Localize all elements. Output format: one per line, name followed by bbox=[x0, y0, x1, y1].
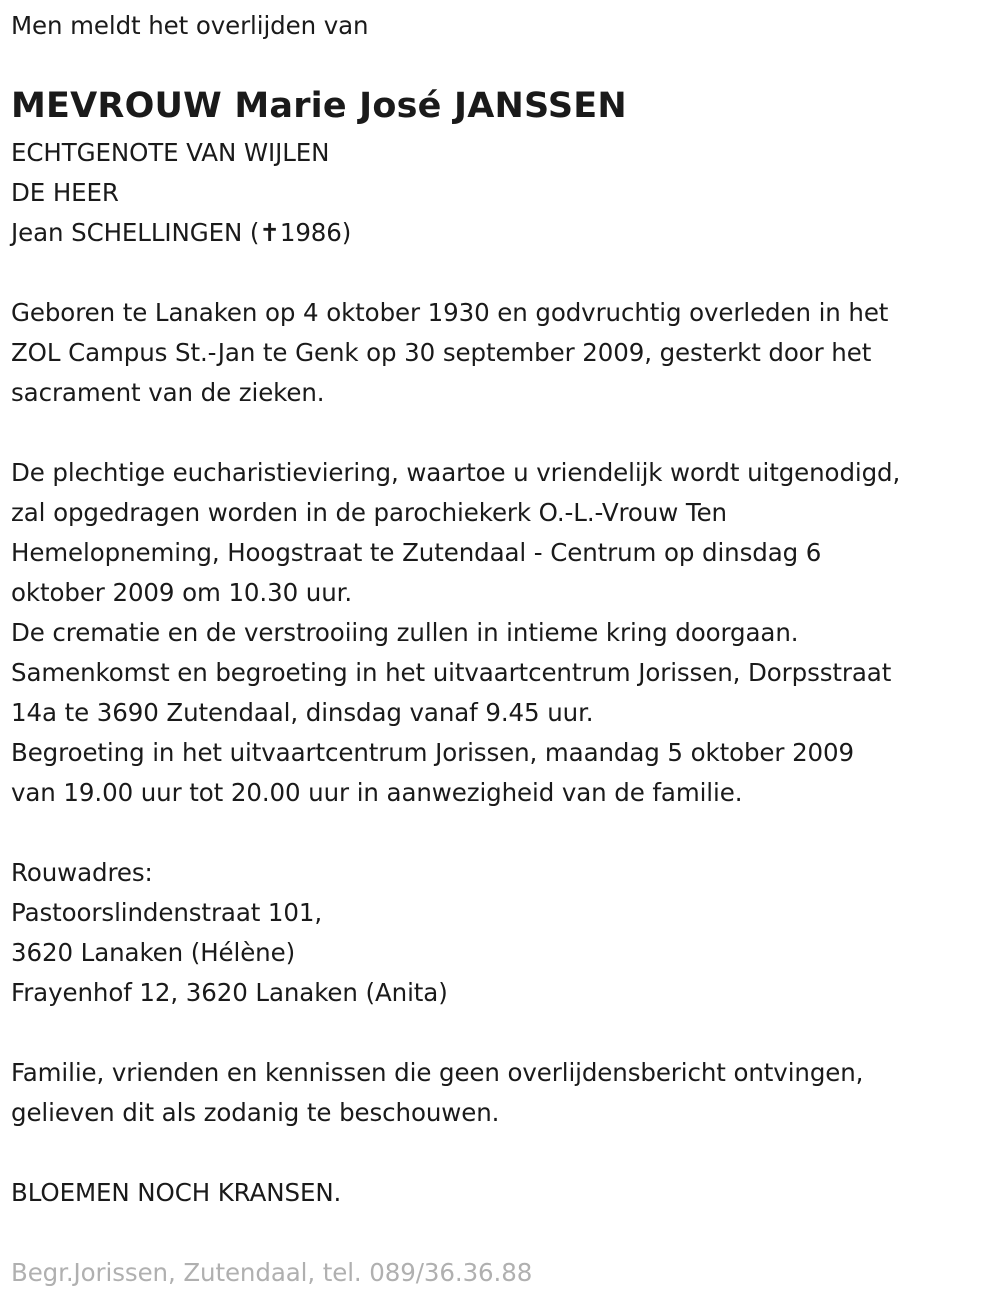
family-line: gelieven dit als zodanig te beschouwen. bbox=[11, 1098, 500, 1127]
address-line: Frayenhof 12, 3620 Lanaken (Anita) bbox=[11, 978, 448, 1007]
spouse-death-year: 1986) bbox=[279, 218, 352, 247]
address-heading: Rouwadres: bbox=[11, 858, 153, 887]
birth-line: ZOL Campus St.-Jan te Genk op 30 september 2009, gesterkt door het bbox=[11, 338, 872, 367]
service-section bbox=[11, 453, 900, 813]
service-line: oktober 2009 om 10.30 uur. bbox=[11, 578, 353, 607]
spouse-name-text: Jean SCHELLINGEN ( bbox=[11, 218, 260, 247]
mourning-address-section bbox=[11, 853, 448, 1013]
family-section bbox=[11, 1053, 863, 1133]
address-line: Pastoorslindenstraat 101, bbox=[11, 898, 323, 927]
intro-text: Men meldt het overlijden van bbox=[11, 11, 369, 40]
spouse-line-1: ECHTGENOTE VAN WIJLEN bbox=[11, 138, 330, 167]
address-line: 3620 Lanaken (Hélène) bbox=[11, 938, 296, 967]
deceased-name: MEVROUW Marie José JANSSEN bbox=[11, 86, 627, 126]
service-line: Begroeting in het uitvaartcentrum Jorissen, maandag 5 oktober 2009 bbox=[11, 738, 855, 767]
spouse-name bbox=[11, 213, 351, 253]
family-line: Familie, vrienden en kennissen die geen overlijdensbericht ontvingen, bbox=[11, 1058, 864, 1087]
service-line: Hemelopneming, Hoogstraat te Zutendaal - Centrum op dinsdag 6 bbox=[11, 538, 822, 567]
spouse-section bbox=[11, 133, 351, 253]
spouse-line-2: DE HEER bbox=[11, 178, 119, 207]
flowers-section bbox=[11, 1173, 341, 1213]
service-line: van 19.00 uur tot 20.00 uur in aanwezigheid van de familie. bbox=[11, 778, 743, 807]
flowers-note: BLOEMEN NOCH KRANSEN. bbox=[11, 1178, 342, 1207]
service-line: De plechtige eucharistieviering, waartoe u vriendelijk wordt uitgenodigd, bbox=[11, 458, 901, 487]
funeral-director-footer: Begr.Jorissen, Zutendaal, tel. 089/36.36.88 bbox=[11, 1258, 533, 1287]
service-line: De crematie en de verstrooiing zullen in intieme kring doorgaan. bbox=[11, 618, 799, 647]
cross-icon: ✝ bbox=[259, 218, 280, 247]
service-line: zal opgedragen worden in de parochiekerk O.-L.-Vrouw Ten bbox=[11, 498, 727, 527]
service-line: Samenkomst en begroeting in het uitvaartcentrum Jorissen, Dorpsstraat bbox=[11, 658, 892, 687]
birth-line: Geboren te Lanaken op 4 oktober 1930 en godvruchtig overleden in het bbox=[11, 298, 889, 327]
birth-line: sacrament van de zieken. bbox=[11, 378, 325, 407]
service-line: 14a te 3690 Zutendaal, dinsdag vanaf 9.45 uur. bbox=[11, 698, 594, 727]
birth-section bbox=[11, 293, 888, 413]
